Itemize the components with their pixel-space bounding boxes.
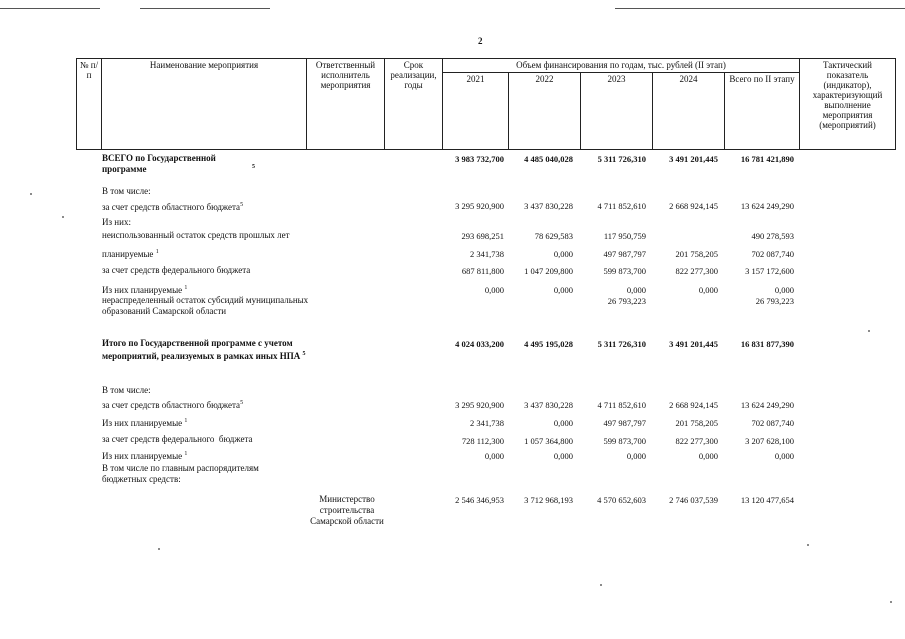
- row-label: Итого по Государственной программе с учетом мероприятий, реализуемых в рамках иных НПА $^5$: [102, 338, 306, 361]
- value-cell: 3 437 830,228: [524, 400, 573, 410]
- value-cell: 13 624 249,290: [740, 400, 794, 410]
- value-cell: 3 491 201,445: [669, 339, 718, 349]
- row-label: за счет средств федерального бюджета: [102, 434, 253, 444]
- scan-speck: [807, 544, 809, 546]
- row-label: ВСЕГО по Государственной программе $^5$: [102, 153, 255, 174]
- value-cell: 0,000: [698, 285, 718, 295]
- value-cell: 728 112,300: [461, 436, 504, 446]
- header-col-no: № п/п: [77, 59, 102, 150]
- row-label: за счет средств областного бюджета$^5$: [102, 202, 244, 212]
- value-cell: 2 668 924,145: [669, 201, 718, 211]
- value-cell: 0,000: [484, 285, 504, 295]
- value-cell: 3 157 172,600: [745, 266, 794, 276]
- value-cell: 0,000: [626, 285, 646, 295]
- value-cell: 2 746 037,539: [669, 495, 718, 505]
- scan-line: [140, 8, 270, 9]
- value-cell: 497 987,797: [603, 249, 646, 259]
- scan-speck: [62, 216, 64, 218]
- value-cell: 3 295 920,900: [455, 201, 504, 211]
- value-cell: 0,000: [698, 451, 718, 461]
- scan-speck: [890, 601, 892, 603]
- value-cell: 0,000: [553, 418, 573, 428]
- value-cell: 26 793,223: [755, 296, 794, 306]
- value-cell: 3 207 628,100: [745, 436, 794, 446]
- value-cell: 599 873,700: [603, 436, 646, 446]
- value-cell: 3 983 732,700: [455, 154, 504, 164]
- scan-line: [615, 8, 905, 9]
- row-label: неиспользованный остаток средств прошлых лет: [102, 230, 290, 240]
- header-year-2022: 2022: [509, 73, 581, 150]
- value-cell: 3 295 920,900: [455, 400, 504, 410]
- value-cell: 4 024 033,200: [455, 339, 504, 349]
- value-cell: 5 311 726,310: [597, 154, 646, 164]
- value-cell: 2 668 924,145: [669, 400, 718, 410]
- value-cell: 0,000: [484, 451, 504, 461]
- table-header: [76, 58, 896, 150]
- value-cell: 1 047 209,800: [524, 266, 573, 276]
- header-col-funding: Объем финансирования по годам, тыс. рублей (II этап): [443, 59, 800, 73]
- row-label: Из них планируемые $^1$: [102, 451, 188, 461]
- value-cell: 2 341,738: [470, 249, 504, 259]
- value-cell: 0,000: [774, 451, 794, 461]
- row-label: за счет средств областного бюджета$^5$: [102, 400, 244, 410]
- value-cell: 490 278,593: [751, 231, 794, 241]
- header-col-indicator: Тактический показатель (индикатор), характеризующий выполнение мероприятия (мероприятий): [800, 59, 896, 150]
- header-year-2024: 2024: [653, 73, 725, 150]
- row-label: Из них:: [102, 217, 131, 227]
- value-cell: 13 624 249,290: [740, 201, 794, 211]
- value-cell: 0,000: [626, 451, 646, 461]
- value-cell: 13 120 477,654: [740, 495, 794, 505]
- value-cell: 687 811,800: [461, 266, 504, 276]
- scan-speck: [30, 193, 32, 195]
- value-cell: 3 712 968,193: [524, 495, 573, 505]
- header-col-term: Срок реализации, годы: [385, 59, 443, 150]
- value-cell: 702 087,740: [751, 249, 794, 259]
- value-cell: 16 831 877,390: [740, 339, 794, 349]
- value-cell: 822 277,300: [675, 436, 718, 446]
- header-col-executor: Ответственный исполнитель мероприятия: [307, 59, 385, 150]
- value-cell: 1 057 364,800: [524, 436, 573, 446]
- value-cell: 117 950,759: [603, 231, 646, 241]
- value-cell: 0,000: [774, 285, 794, 295]
- value-cell: 0,000: [553, 249, 573, 259]
- row-label: В том числе по главным распорядителям бюджетных средств:: [102, 463, 259, 484]
- value-cell: 201 758,205: [675, 249, 718, 259]
- value-cell: 2 546 346,953: [455, 495, 504, 505]
- scan-speck: [158, 548, 160, 550]
- value-cell: 4 711 852,610: [597, 201, 646, 211]
- value-cell: 4 485 040,028: [524, 154, 573, 164]
- row-label: планируемые $^1$: [102, 249, 159, 259]
- value-cell: 4 495 195,028: [524, 339, 573, 349]
- value-cell: 497 987,797: [603, 418, 646, 428]
- header-col-name: Наименование мероприятия: [102, 59, 307, 150]
- value-cell: 201 758,205: [675, 418, 718, 428]
- value-cell: 293 698,251: [461, 231, 504, 241]
- row-label: Из них планируемые $^1$: [102, 285, 188, 295]
- value-cell: 4 711 852,610: [597, 400, 646, 410]
- row-label: В том числе:: [102, 385, 151, 395]
- value-cell: 2 341,738: [470, 418, 504, 428]
- header-total: Всего по II этапу: [725, 73, 800, 150]
- row-label: В том числе:: [102, 186, 151, 196]
- page-number: 2: [478, 36, 483, 46]
- value-cell: 16 781 421,890: [740, 154, 794, 164]
- value-cell: 3 491 201,445: [669, 154, 718, 164]
- row-label: за счет средств федерального бюджета: [102, 265, 251, 275]
- value-cell: 822 277,300: [675, 266, 718, 276]
- value-cell: 5 311 726,310: [597, 339, 646, 349]
- header-year-2021: 2021: [443, 73, 509, 150]
- header-year-2023: 2023: [581, 73, 653, 150]
- scan-line: [0, 8, 100, 9]
- value-cell: 702 087,740: [751, 418, 794, 428]
- scan-speck: [868, 330, 870, 332]
- row-label: нераспределенный остаток субсидий муниципальных образований Самарской области: [102, 295, 309, 316]
- executor-ministry: Министерство строительства Самарской области: [310, 494, 384, 526]
- value-cell: 0,000: [553, 451, 573, 461]
- value-cell: 599 873,700: [603, 266, 646, 276]
- scan-speck: [600, 584, 602, 586]
- value-cell: 78 629,583: [534, 231, 573, 241]
- value-cell: 0,000: [553, 285, 573, 295]
- value-cell: 26 793,223: [607, 296, 646, 306]
- value-cell: 3 437 830,228: [524, 201, 573, 211]
- value-cell: 4 570 652,603: [597, 495, 646, 505]
- row-label: Из них планируемые $^1$: [102, 418, 188, 428]
